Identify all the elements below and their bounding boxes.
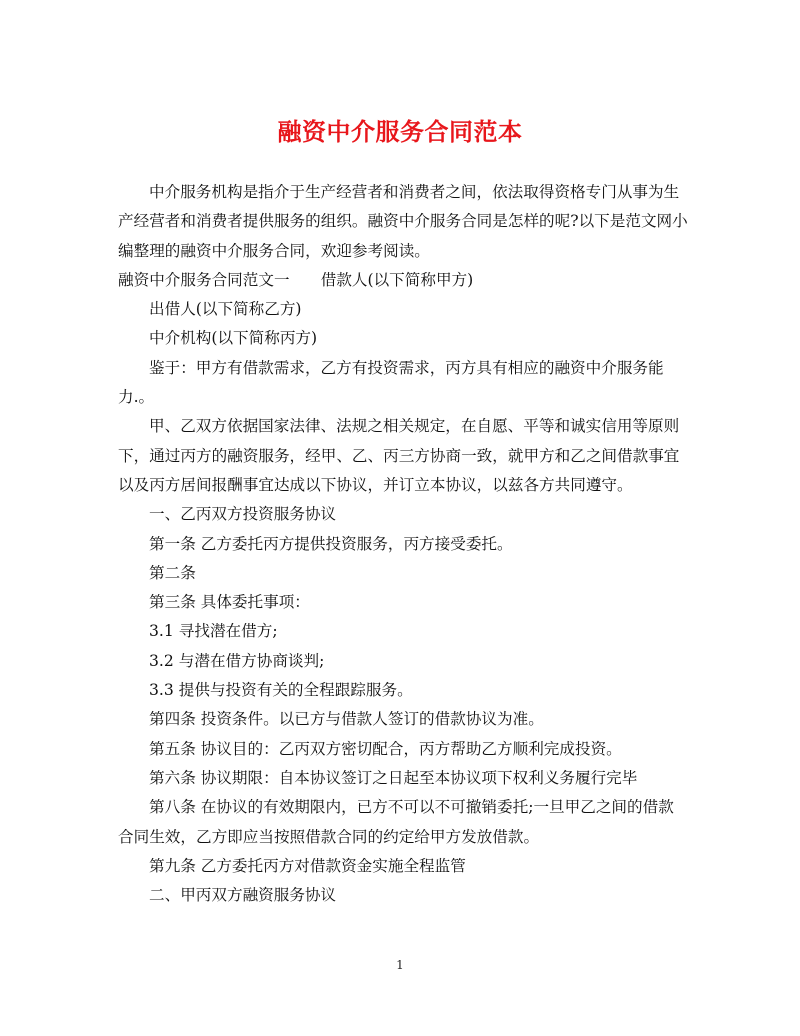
paragraph-article-2: 第二条 <box>149 563 196 582</box>
paragraph-article-8: 第八条 在协议的有效期限内，已方不可以不可撤销委托;一旦甲乙之间的借款合同生效，乙方即应当按照借款合同的约定给甲方发放借款。 <box>118 798 674 846</box>
paragraph-article-9: 第九条 乙方委托丙方对借款资金实施全程监管 <box>149 856 466 875</box>
paragraph-item-3-2: 3.2 与潜在借方协商谈判; <box>149 651 325 670</box>
paragraph-intermediary: 中介机构(以下简称丙方) <box>149 329 318 348</box>
page-number: 1 <box>396 958 404 972</box>
paragraph-section-heading-borrower: 融资中介服务合同范文一 借款人(以下简称甲方) <box>118 270 474 289</box>
paragraph-article-6: 第六条 协议期限：自本协议签订之日起至本协议项下权利义务履行完毕 <box>149 768 638 787</box>
paragraph-agreement-basis: 甲、乙双方依据国家法律、法规之相关规定，在自愿、平等和诚实信用等原则下，通过丙方的融资服务，经甲、乙、丙三方协商一致，就甲方和乙之间借款事宜以及丙方居间报酬事宜达成以下协议，并订立本协议，以兹各方共同遵守。 <box>118 417 680 494</box>
paragraph-article-1: 第一条 乙方委托丙方提供投资服务，丙方接受委托。 <box>149 534 513 553</box>
paragraph-item-3-1: 3.1 寻找潜在借方; <box>149 622 278 641</box>
paragraph-article-3: 第三条 具体委托事项： <box>149 593 310 612</box>
paragraph-article-5: 第五条 协议目的：乙丙双方密切配合，丙方帮助乙方顺利完成投资。 <box>149 739 622 758</box>
paragraph-article-4: 第四条 投资条件。以已方与借款人签订的借款协议为准。 <box>149 710 544 729</box>
paragraph-intro: 中介服务机构是指介于生产经营者和消费者之间，依法取得资格专门从事为生产经营者和消费者提供服务的组织。融资中介服务合同是怎样的呢?以下是范文网小编整理的融资中介服务合同，欢迎参考阅读。 <box>118 183 688 260</box>
document-title: 融资中介服务合同范本 <box>277 117 523 146</box>
paragraph-lender: 出借人(以下简称乙方) <box>149 300 302 319</box>
paragraph-part-two-heading: 二、甲丙双方融资服务协议 <box>149 886 337 905</box>
paragraph-part-one-heading: 一、乙丙双方投资服务协议 <box>149 505 337 524</box>
paragraph-whereas: 鉴于：甲方有借款需求，乙方有投资需求，丙方具有相应的融资中介服务能力.。 <box>118 358 664 407</box>
paragraph-item-3-3: 3.3 提供与投资有关的全程跟踪服务。 <box>149 681 413 700</box>
document-body <box>118 178 688 910</box>
